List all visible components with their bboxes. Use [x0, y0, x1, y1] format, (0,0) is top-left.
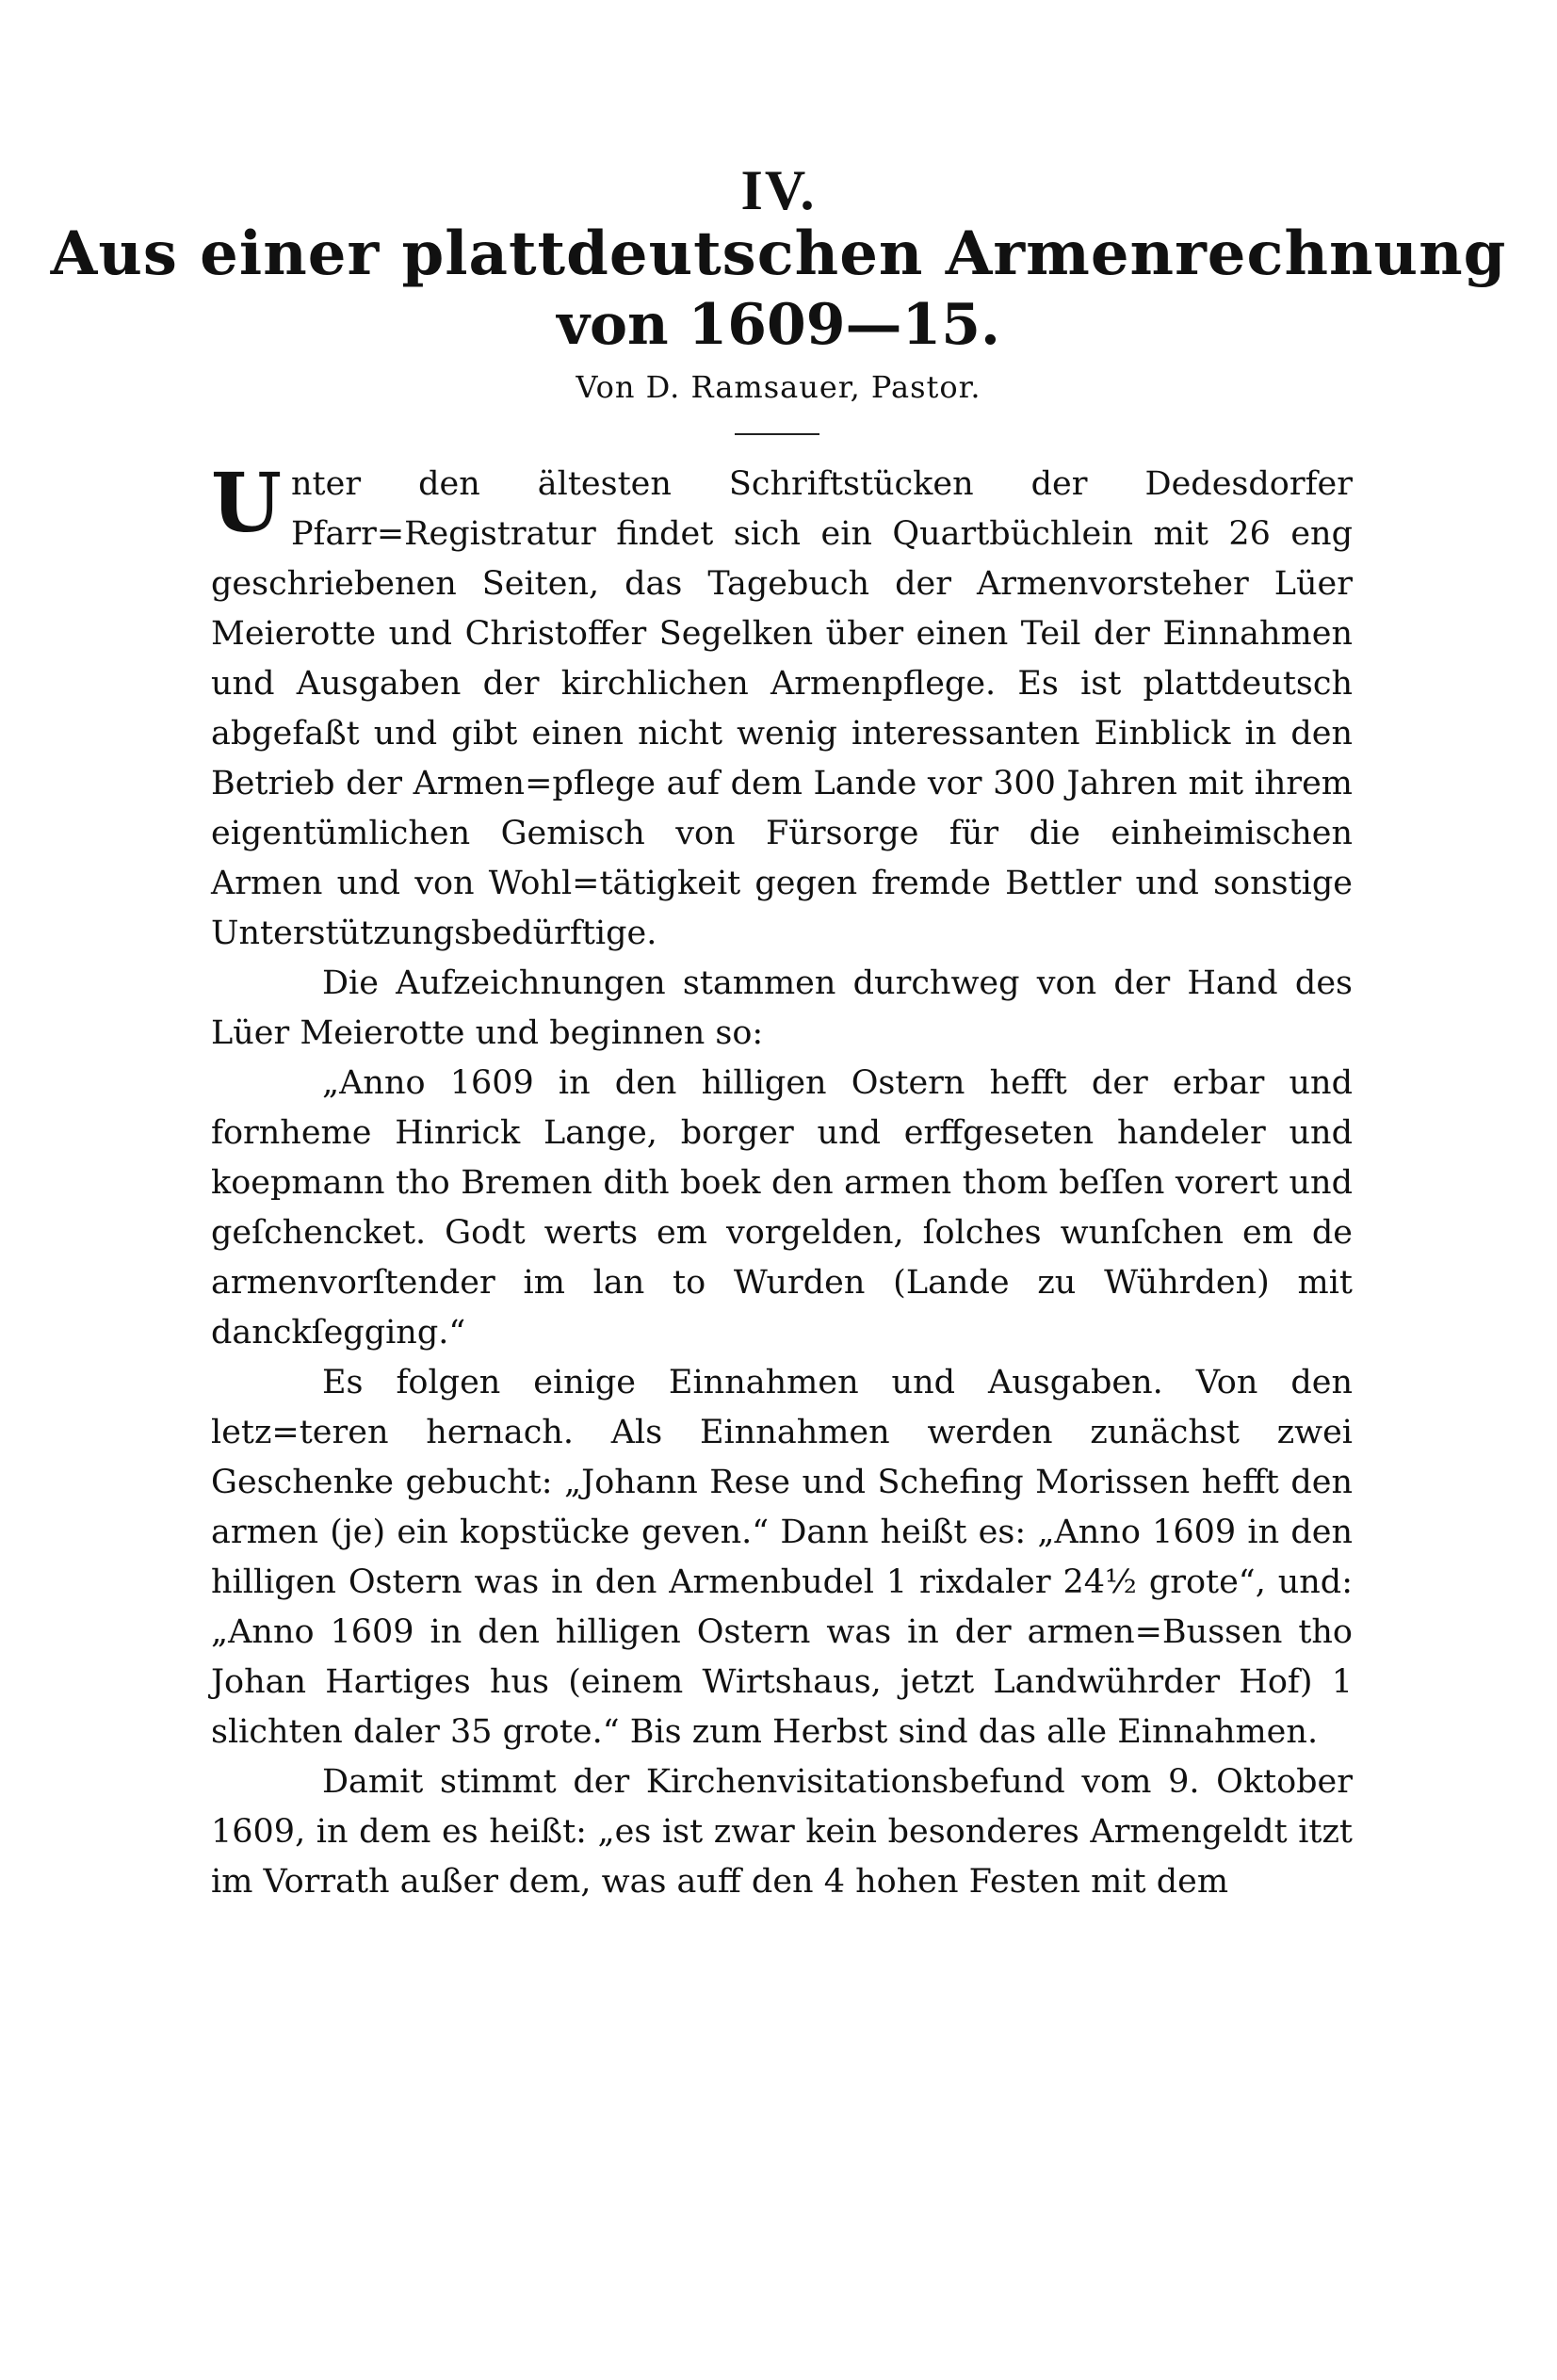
- paragraph: Es folgen einige Einnahmen und Ausgaben. Von den letz=teren hernach. Als Einnahmen werden zunächst zwei Geschenke gebucht: „Johann Rese und Schefing Morissen hefft den armen (je) ein kopstücke geven.“ Dann heißt es: „Anno 1609 in den hilligen Ostern was in den Armenbudel 1 rixdaler 24½ grote“, und: „Anno 1609 in den hilligen Ostern was in der armen=Bussen tho Johan Hartiges hus (einem Wirtshaus, jetzt Landwührder Hof) 1 slichten daler 35 grote.“ Bis zum Herbst sind das alle Einnahmen.: [211, 1364, 1353, 1751]
- body-text: [211, 456, 1353, 1907]
- paragraph: [211, 456, 1353, 959]
- chapter-numeral: IV.: [740, 159, 817, 221]
- chapter-title-line-1: Aus einer plattdeutschen Armenrechnung: [50, 219, 1507, 289]
- paragraph: Die Aufzeichnungen stammen durchweg von der Hand des Lüer Meierotte und beginnen so:: [211, 964, 1353, 1052]
- drop-cap: U: [211, 456, 282, 551]
- paragraph: Damit stimmt der Kirchenvisitationsbefund vom 9. Oktober 1609, in dem es heißt: „es ist zwar kein besonderes Armengeldt itzt im Vorrath außer dem, was auff den 4 hohen Festen mit dem: [211, 1763, 1353, 1901]
- author-byline: Von D. Ramsauer, Pastor.: [576, 369, 981, 405]
- paragraph-text: nter den ältesten Schriftstücken der Dedesdorfer Pfarr=Registratur findet sich ein Quartbüchlein mit 26 eng geschriebenen Seiten, das Tagebuch der Armenvorsteher Lüer Meierotte und Christoffer Segelken über einen Teil der Einnahmen und Ausgaben der kirchlichen Armenpflege. Es ist plattdeutsch abgefaßt und gibt einen nicht wenig interessanten Einblick in den Betrieb der Armen=pflege auf dem Lande vor 300 Jahren mit ihrem eigentümlichen Gemisch von Fürsorge für die einheimischen Armen und von Wohl=tätigkeit gegen fremde Bettler und sonstige Unterstützungsbedürftige.: [211, 465, 1353, 952]
- chapter-title-line-2: von 1609—15.: [557, 292, 1000, 358]
- paragraph-quote: „Anno 1609 in den hilligen Ostern hefft der erbar und fornheme Hinrick Lange, borger und erffgeseten handeler und koepmann tho Bremen dith boek den armen thom beſſen vorert und geſchencket. Godt werts em vorgelden, ſolches wunſchen em de armenvorſtender im lan to Wurden (Lande zu Wührden) mit danckſegging.“: [211, 1064, 1353, 1352]
- separator-rule: [735, 433, 819, 435]
